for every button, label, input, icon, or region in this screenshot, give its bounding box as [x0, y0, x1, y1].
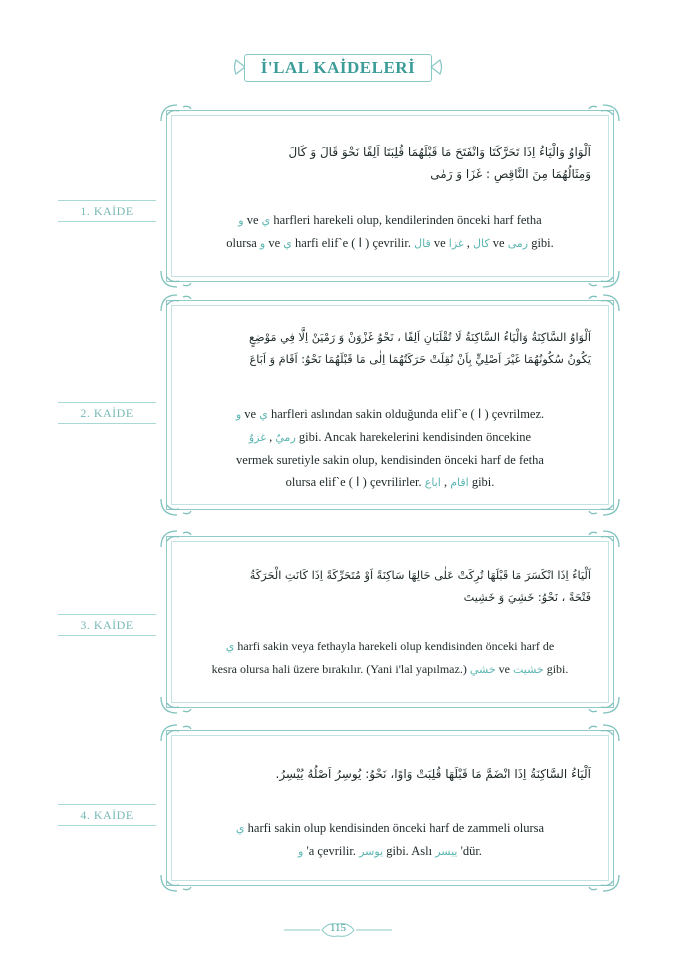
title-banner: [232, 50, 444, 86]
page-number-ornament: [282, 920, 394, 940]
turkish-explanation: و ve ي harfleri aslından sakin olduğunda elif`e ( ا ) çevrilmez. رميٌ , غزوٌ gibi. Ancak harekelerini kendisinden öncekine vermek suretiyle sakin olup, kendisinden önceki harf de fetha olursa elif`e ( ا ) çevrilirler. اقام , اباع gibi.: [235, 407, 545, 489]
corner-flourish-icon: [157, 101, 193, 125]
corner-flourish-icon: [587, 871, 623, 895]
turkish-explanation: ي harfi sakin olup kendisinden önceki harf de zammeli olursa و 'a çevrilir. يوسر gibi. Aslı ييسر 'dür.: [235, 821, 545, 858]
rule-label-3: 3. KAİDE: [58, 614, 156, 636]
corner-flourish-icon: [587, 101, 623, 125]
corner-flourish-icon: [587, 495, 623, 519]
turkish-explanation: ي harfi sakin veya fethayla harekeli olup kendisinden önceki harf de kesra olursa hali üzere bırakılır. (Yani i'lal yapılmaz.) خشي ve خشيت gibi.: [211, 639, 569, 676]
title-box: [244, 54, 432, 82]
corner-flourish-icon: [157, 871, 193, 895]
page-title: İ'LAL KAİDELERİ: [260, 58, 416, 77]
turkish-explanation: و ve ي harfleri harekeli olup, kendilerinden önceki harf fetha olursa و ve ي harfi elif`e ( ا ) çevrilir. قال ve كال , غزا ve رمى gibi.: [226, 213, 554, 250]
arabic-text: اَلْيَاءُ السَّاكِنَةُ اِذَا انْضَمَّ مَا قَبْلَهَا قُلِبَتْ وَاوًا، نَحْوُ: يُوسِرُ اَصْلُهُ يُيْسِرُ.: [275, 767, 591, 781]
corner-flourish-icon: [587, 291, 623, 315]
corner-flourish-icon: [157, 267, 193, 291]
arabic-text: اَلْوَاوُ السَّاكِنَةُ وَالْيَاءُ السَّاكِنَةُ لَا تُقْلَبَانِ اَلِفًا ، نَحْوُ غَزْوَنْ وَ رَمْيَنْ اِلَّا فِي مَوْضِعٍ يَكُونُ سُكُونُهُمَا غَيْرَ اَصْلِيٍّ بِاَنْ نُقِلَتْ حَرَكَتُهُمَا اِلٰى مَا قَبْلَهُمَا نَحْوُ: اَقَامَ وَ اَبَاعَ: [249, 331, 591, 366]
rule-box-3: [166, 536, 614, 708]
rule-box-1: [166, 110, 614, 282]
rule-box-2: [166, 300, 614, 510]
arabic-text: اَلْيَاءُ اِذَا انْكَسَرَ مَا قَبْلَهَا تُرِكَتْ عَلٰى حَالِهَا سَاكِنَةً اَوْ مُتَحَرِّكَةً اِذَا كَانَتِ الْحَرَكَةُ فَتْحَةً ، نَحْوُ: خَشِيَ وَ خَشِيتَ: [249, 569, 591, 604]
corner-flourish-icon: [587, 693, 623, 717]
rule-label-4: 4. KAİDE: [58, 804, 156, 826]
corner-flourish-icon: [157, 527, 193, 551]
corner-flourish-icon: [157, 495, 193, 519]
corner-flourish-icon: [587, 721, 623, 745]
corner-flourish-icon: [587, 267, 623, 291]
corner-flourish-icon: [587, 527, 623, 551]
corner-flourish-icon: [157, 291, 193, 315]
arabic-text: اَلْوَاوُ وَالْيَاءُ اِذَا تَحَرَّكَتَا وَانْفَتَحَ مَا قَبْلَهُمَا قُلِبَتَا اَلِفًا نَحْوَ قَالَ وَ كَالَ وَمِثَالُهُمَا مِنَ النَّاقِصِ : غَزَا وَ رَمٰى: [288, 145, 591, 181]
corner-flourish-icon: [157, 721, 193, 745]
corner-flourish-icon: [157, 693, 193, 717]
page-number: 115: [329, 922, 347, 934]
right-ornament-icon: [430, 58, 444, 76]
rule-box-4: [166, 730, 614, 886]
rule-label-1: 1. KAİDE: [58, 200, 156, 222]
rule-label-2: 2. KAİDE: [58, 402, 156, 424]
